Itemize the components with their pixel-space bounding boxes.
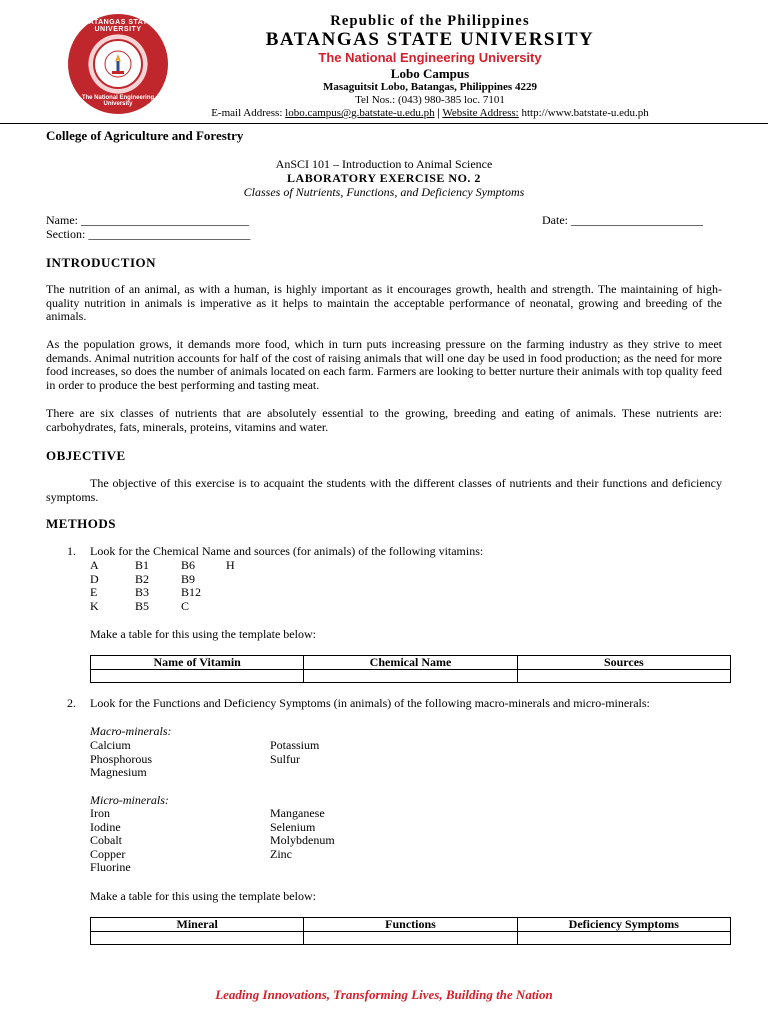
mineral-item: Cobalt (90, 833, 122, 847)
name-field[interactable] (46, 214, 249, 228)
vitamin-table-template (90, 655, 731, 683)
vitamin-item: B2 (135, 571, 150, 586)
mineral-item: Manganese (270, 806, 325, 820)
exercise-title: LABORATORY EXERCISE NO. 2 (287, 171, 481, 185)
micro-minerals-column-2 (270, 807, 335, 861)
introduction-paragraph-2: As the population grows, it demands more food, which in turn puts increasing pressure on the farming industry as they strive to meet demands. Animal nutrition accounts for half of the cost of raising animals that will one day be used in food production; as the need for more food increases, so does the number of animals located on each farm. Farmers are looking to better nurture their animals with top quality feed in order to produce the best performing and tasting meat. (46, 337, 722, 392)
university-motto: Leading Innovations, Transforming Lives, Building the Nation (215, 987, 553, 1002)
table-header: Name of Vitamin (91, 656, 304, 670)
section-blank[interactable]: ___________________________ (88, 227, 251, 241)
table-cell[interactable] (517, 670, 730, 683)
exercise-subtitle: Classes of Nutrients, Functions, and Deficiency Symptoms (243, 185, 525, 199)
torch-icon (103, 49, 133, 79)
table-cell[interactable] (304, 932, 517, 945)
mineral-item: Selenium (270, 819, 316, 834)
vitamin-item: B5 (135, 598, 150, 613)
email-label: E-mail Address: (211, 107, 283, 119)
vitamin-item: B1 (135, 558, 150, 572)
method-2-template-note: Make a table for this using the template below: (90, 889, 316, 903)
mineral-item: Iron (90, 806, 110, 820)
date-label: Date: (542, 213, 568, 227)
mineral-item: Calcium (90, 738, 131, 752)
vitamin-column-2 (135, 559, 149, 613)
course-title: AnSCI 101 – Introduction to Animal Science (275, 157, 493, 171)
republic-heading: Republic of the Philippines (330, 13, 530, 29)
objective-text: The objective of this exercise is to acquaint the students with the different classes of nutrients and their functions and deficiency symptoms. (46, 476, 722, 504)
table-cell[interactable] (91, 670, 304, 683)
introduction-paragraph-1: The nutrition of an animal, as with a human, is highly important as it encourages growth, health and strength. The maintaining of high-quality nutrition in animals is imperative as it helps to maintain the acceptable performance of neonatal, growing and breeding of the animals. (46, 282, 722, 323)
vitamin-item: C (181, 598, 190, 613)
mineral-item: Zinc (270, 846, 292, 861)
seal-ring-bottom-text: The National Engineering University (81, 95, 155, 107)
introduction-paragraph-3: There are six classes of nutrients that are absolutely essential to the growing, breeding and eating of animals. These nutrients are: carbohydrates, fats, minerals, proteins, vitamins and water. (46, 406, 722, 434)
methods-heading: METHODS (46, 516, 116, 531)
vitamin-item: H (226, 558, 235, 572)
website-link[interactable]: http://www.batstate-u.edu.ph (521, 107, 649, 119)
vitamin-column-3 (181, 559, 201, 613)
mineral-item: Fluorine (90, 860, 131, 874)
mineral-item: Iodine (90, 819, 121, 834)
objective-heading: OBJECTIVE (46, 448, 126, 463)
telephone-numbers: Tel Nos.: (043) 980-385 loc. 7101 (355, 94, 505, 106)
mineral-item: Phosphorous (90, 751, 153, 766)
table-header: Functions (304, 918, 517, 932)
college-name: College of Agriculture and Forestry (46, 128, 244, 143)
date-blank[interactable]: ______________________ (571, 213, 703, 227)
university-tagline: The National Engineering University (318, 50, 542, 65)
vitamin-item: A (90, 558, 99, 572)
table-cell[interactable] (517, 932, 730, 945)
header-divider (0, 123, 768, 124)
seal-ring-top-text: BATANGAS STATE UNIVERSITY (83, 19, 153, 33)
method-2-text: Look for the Functions and Deficiency Symptoms (in animals) of the following macro-minerals and micro-minerals: (90, 696, 650, 710)
section-field[interactable] (46, 228, 250, 242)
mineral-item: Copper (90, 846, 126, 861)
university-name: BATANGAS STATE UNIVERSITY (265, 29, 595, 50)
vitamin-item: E (90, 585, 98, 599)
email-link[interactable]: lobo.campus@g.batstate-u.edu.ph (285, 107, 435, 119)
vitamin-item: B12 (181, 585, 202, 599)
mineral-table-template (90, 917, 731, 945)
university-seal-icon (68, 14, 168, 114)
method-1-text: Look for the Chemical Name and sources (for animals) of the following vitamins: (90, 544, 484, 558)
vitamin-item: B6 (181, 558, 196, 572)
macro-minerals-column-1 (90, 739, 152, 780)
micro-minerals-label: Micro-minerals: (90, 793, 169, 807)
name-blank[interactable]: ____________________________ (81, 213, 249, 227)
mineral-item: Molybdenum (270, 833, 335, 847)
method-1-template-note: Make a table for this using the template below: (90, 627, 316, 641)
vitamin-item: B9 (181, 571, 196, 586)
table-header: Sources (517, 656, 730, 670)
vitamin-item: D (90, 571, 99, 586)
vitamin-item: B3 (135, 585, 150, 599)
method-2-number: 2. (67, 696, 76, 710)
mineral-item: Magnesium (90, 765, 147, 779)
seal-center (93, 39, 143, 89)
vitamin-item: K (90, 598, 99, 613)
mineral-item: Sulfur (270, 751, 300, 766)
method-1-number: 1. (67, 544, 76, 558)
contact-separator: | (437, 107, 440, 119)
table-cell[interactable] (304, 670, 517, 683)
campus-address: Masaguitsit Lobo, Batangas, Philippines 4229 (323, 81, 537, 93)
mineral-item: Potassium (270, 738, 320, 752)
contact-line (170, 107, 690, 119)
table-header: Chemical Name (304, 656, 517, 670)
campus-name: Lobo Campus (390, 66, 470, 81)
macro-minerals-label: Macro-minerals: (90, 724, 172, 738)
introduction-heading: INTRODUCTION (46, 255, 157, 270)
date-field[interactable] (542, 214, 703, 228)
vitamin-column-4 (226, 559, 235, 573)
micro-minerals-column-1 (90, 807, 131, 875)
section-label: Section: (46, 227, 86, 241)
table-cell[interactable] (91, 932, 304, 945)
table-header: Deficiency Symptoms (517, 918, 730, 932)
macro-minerals-column-2 (270, 739, 319, 766)
name-label: Name: (46, 213, 78, 227)
table-header: Mineral (91, 918, 304, 932)
website-label: Website Address: (442, 107, 519, 119)
vitamin-column-1 (90, 559, 99, 613)
